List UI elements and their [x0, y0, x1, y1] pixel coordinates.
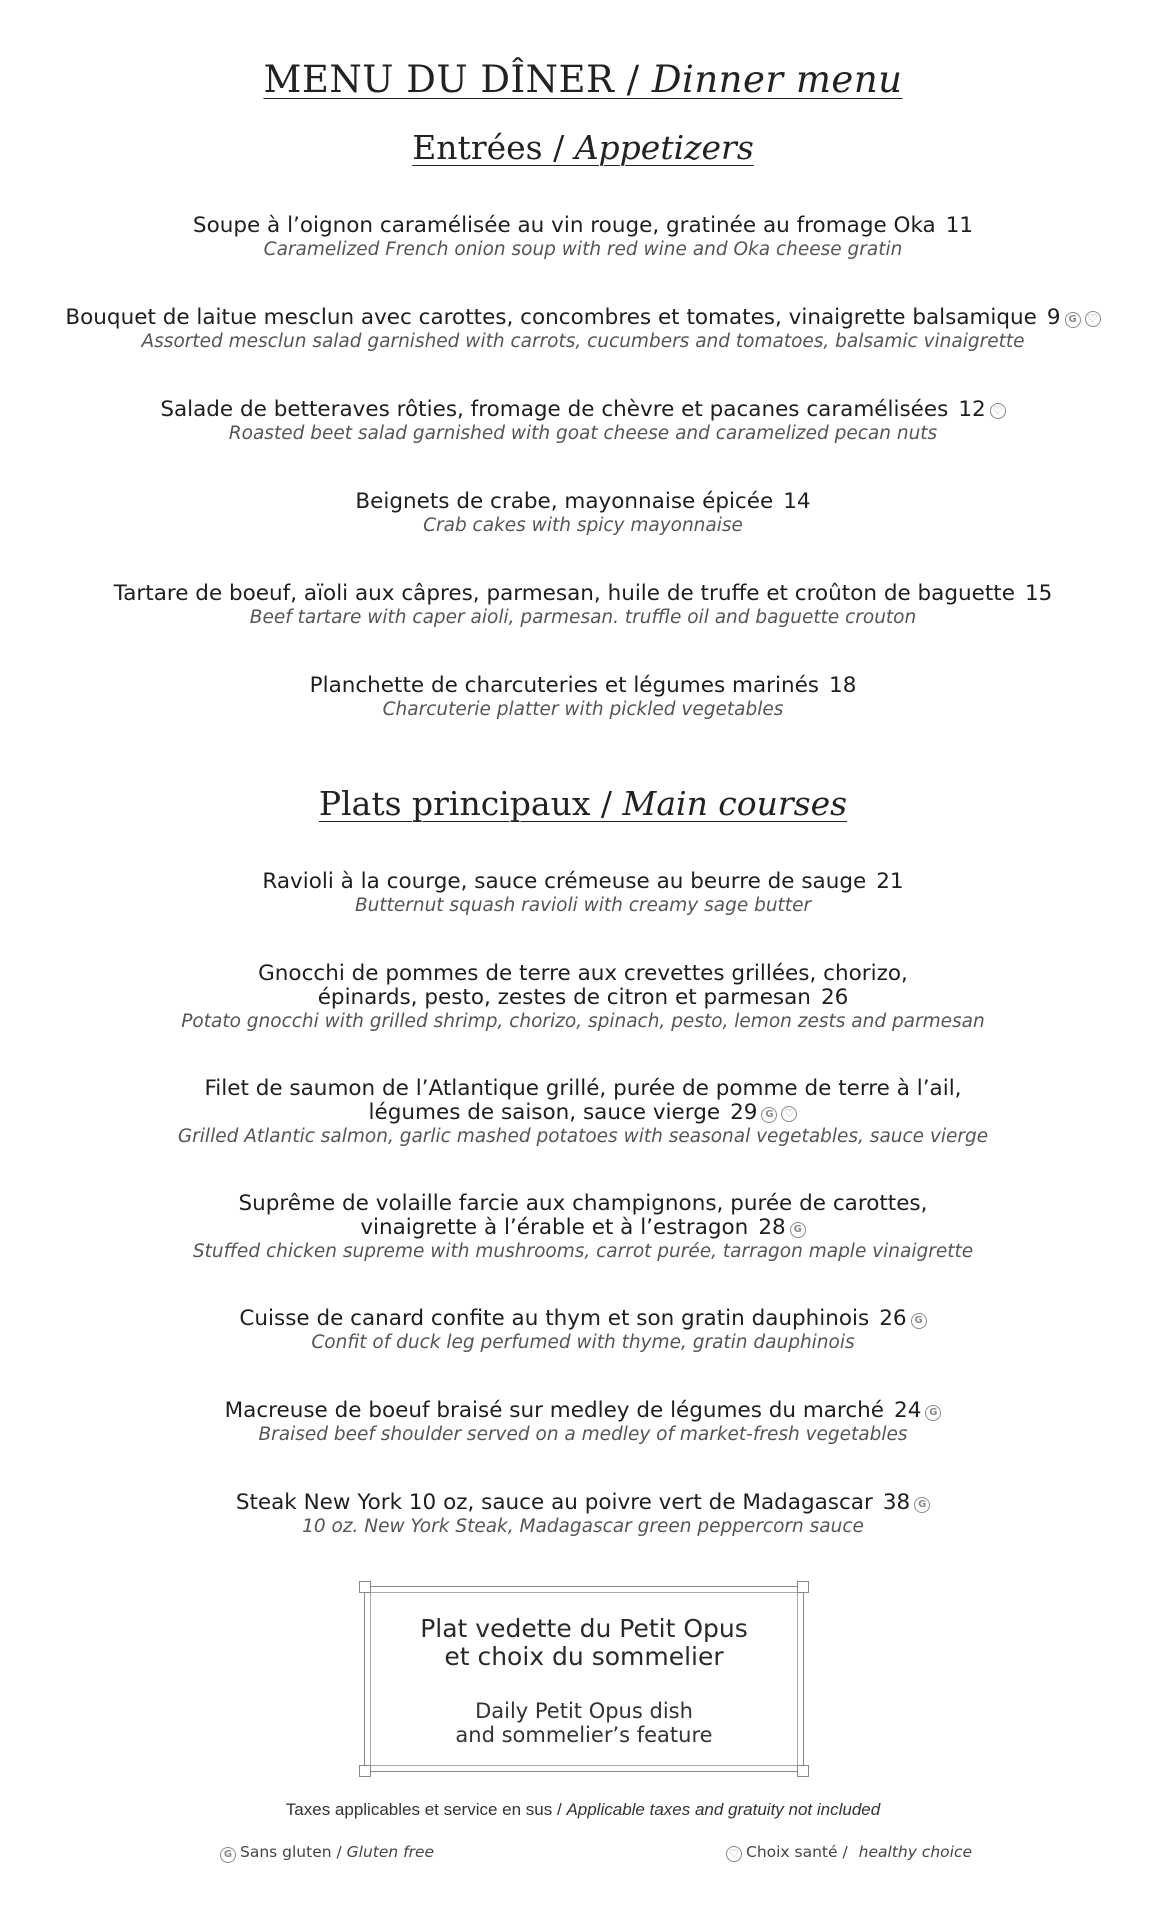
gluten-free-icon: G: [914, 1497, 930, 1513]
legend-healthy-en: healthy choice: [858, 1843, 972, 1861]
corner-ornament: [359, 1581, 371, 1593]
menu-item-steak: [0, 1491, 1166, 1538]
dish-price: 26: [820, 985, 849, 1010]
dish-name-en: Roasted beet salad garnished with goat cheese and caramelized pecan nuts: [228, 423, 938, 444]
dish-name-en: Stuffed chicken supreme with mushrooms, carrot purée, tarragon maple vinaigrette: [192, 1241, 974, 1262]
dish-price: 38: [882, 1490, 911, 1515]
gluten-free-icon: G: [790, 1222, 806, 1238]
title-french: MENU DU DÎNER /: [263, 58, 640, 101]
legend-gluten-free: [220, 1843, 434, 1863]
feature-title-fr-line1: Plat vedette du Petit Opus: [420, 1614, 748, 1643]
dish-name-en: Confit of duck leg perfumed with thyme, gratin dauphinois: [311, 1332, 855, 1353]
menu-item-duck-confit: [0, 1307, 1166, 1354]
section-title-fr: Plats principaux /: [318, 784, 613, 823]
feature-title-fr-line2: et choix du sommelier: [444, 1642, 724, 1671]
dish-name-en: Caramelized French onion soup with red wine and Oka cheese gratin: [263, 239, 903, 260]
dish-price: 24: [894, 1398, 922, 1423]
dish-name-fr: Bouquet de laitue mesclun avec carottes, concombres et tomates, vinaigrette balsamique: [65, 305, 1037, 330]
corner-ornament: [359, 1765, 371, 1777]
menu-item-beef-tartare: [0, 582, 1166, 629]
dish-name-en: Crab cakes with spicy mayonnaise: [423, 515, 743, 536]
dish-name-fr-line2: vinaigrette à l’érable et à l’estragon: [360, 1215, 749, 1240]
dish-price: 9: [1046, 305, 1061, 330]
dish-price: 12: [958, 397, 986, 422]
gluten-free-icon: G: [220, 1847, 236, 1863]
menu-item-braised-beef: [0, 1399, 1166, 1446]
feature-title-en-line1: Daily Petit Opus dish: [475, 1699, 693, 1723]
dish-name-fr: Soupe à l’oignon caramélisée au vin rouge, gratinée au fromage Oka: [192, 213, 936, 238]
dish-name-fr: Macreuse de boeuf braisé sur medley de légumes du marché: [224, 1398, 885, 1423]
legend-gluten-en: Gluten free: [346, 1843, 435, 1861]
dish-price: 11: [945, 213, 974, 238]
legend-gluten-fr: Sans gluten /: [240, 1843, 342, 1861]
gluten-free-icon: G: [925, 1405, 941, 1421]
dish-name-fr: Steak New York 10 oz, sauce au poivre vert de Madagascar: [235, 1490, 873, 1515]
menu-item-salmon: [0, 1077, 1166, 1148]
heart-icon: ♡: [781, 1106, 797, 1122]
section-title-fr: Entrées /: [412, 128, 565, 167]
dish-name-fr: Cuisse de canard confite au thym et son gratin dauphinois: [239, 1306, 870, 1331]
dish-name-fr-line2: épinards, pesto, zestes de citron et parmesan: [317, 985, 811, 1010]
dish-price: 28: [758, 1215, 786, 1240]
menu-item-crab-cakes: [0, 490, 1166, 537]
corner-ornament: [797, 1581, 809, 1593]
menu-item-beet-salad: [0, 398, 1166, 445]
section-title-appetizers: [0, 128, 1166, 167]
section-title-en: Main courses: [622, 784, 848, 823]
dish-name-fr: Salade de betteraves rôties, fromage de chèvre et pacanes caramélisées: [160, 397, 949, 422]
dish-name-en: Beef tartare with caper aioli, parmesan. truffle oil and baguette crouton: [249, 607, 917, 628]
title-english: Dinner menu: [651, 58, 903, 101]
dish-price: 18: [829, 673, 857, 698]
menu-item-onion-soup: [0, 214, 1166, 261]
dish-price: 15: [1024, 581, 1053, 606]
dish-name-en: Butternut squash ravioli with creamy sage butter: [354, 895, 812, 916]
page-title: [0, 58, 1166, 101]
heart-icon: ♡: [990, 403, 1006, 419]
dish-price: 29: [730, 1100, 758, 1125]
dish-name-fr: Planchette de charcuteries et légumes marinés: [309, 673, 820, 698]
gluten-free-icon: G: [911, 1313, 927, 1329]
feature-title-en-line2: and sommelier’s feature: [455, 1723, 713, 1747]
menu-item-charcuterie: [0, 674, 1166, 721]
dish-name-fr: Tartare de boeuf, aïoli aux câpres, parmesan, huile de truffe et croûton de baguette: [113, 581, 1015, 606]
gluten-free-icon: G: [1065, 312, 1081, 328]
dish-name-en: Charcuterie platter with pickled vegetables: [382, 699, 784, 720]
taxes-note: [0, 1800, 1166, 1820]
dish-name-fr-line1: Gnocchi de pommes de terre aux crevettes grillées, chorizo,: [258, 961, 908, 986]
dish-name-fr: Beignets de crabe, mayonnaise épicée: [355, 489, 774, 514]
feature-title-en: [365, 1699, 803, 1747]
menu-item-ravioli: [0, 870, 1166, 917]
dish-name-en: Assorted mesclun salad garnished with carrots, cucumbers and tomatoes, balsamic vinaigrette: [141, 331, 1025, 352]
taxes-note-en: Applicable taxes and gratuity not included: [566, 1800, 881, 1819]
dish-price: 14: [783, 489, 811, 514]
section-title-main-courses: [0, 784, 1166, 823]
legend-healthy-fr: Choix santé /: [746, 1843, 848, 1861]
taxes-note-fr: Taxes applicables et service en sus /: [285, 1800, 562, 1819]
dish-name-en: Braised beef shoulder served on a medley of market-fresh vegetables: [258, 1424, 908, 1445]
gluten-free-icon: G: [761, 1107, 777, 1123]
section-title-en: Appetizers: [574, 128, 754, 167]
heart-icon: ♡: [726, 1846, 742, 1862]
legend-healthy: [726, 1843, 972, 1862]
feature-box: [364, 1586, 804, 1772]
dish-name-fr-line2: légumes de saison, sauce vierge: [368, 1100, 721, 1125]
feature-title-fr: [365, 1615, 803, 1671]
dish-price: 21: [876, 869, 904, 894]
heart-icon: ♡: [1085, 311, 1101, 327]
menu-item-gnocchi: [0, 962, 1166, 1033]
dish-name-en: Grilled Atlantic salmon, garlic mashed potatoes with seasonal vegetables, sauce vierge: [177, 1126, 989, 1147]
dish-name-en: Potato gnocchi with grilled shrimp, chorizo, spinach, pesto, lemon zests and parmesan: [181, 1011, 985, 1032]
dish-name-fr: Ravioli à la courge, sauce crémeuse au beurre de sauge: [262, 869, 867, 894]
menu-item-chicken-supreme: [0, 1192, 1166, 1263]
corner-ornament: [797, 1765, 809, 1777]
dish-name-fr-line1: Filet de saumon de l’Atlantique grillé, purée de pomme de terre à l’ail,: [204, 1076, 962, 1101]
menu-item-mesclun-salad: [0, 306, 1166, 353]
dish-name-en: 10 oz. New York Steak, Madagascar green peppercorn sauce: [302, 1516, 864, 1537]
dish-name-fr-line1: Suprême de volaille farcie aux champignons, purée de carottes,: [238, 1191, 928, 1216]
dish-price: 26: [879, 1306, 907, 1331]
